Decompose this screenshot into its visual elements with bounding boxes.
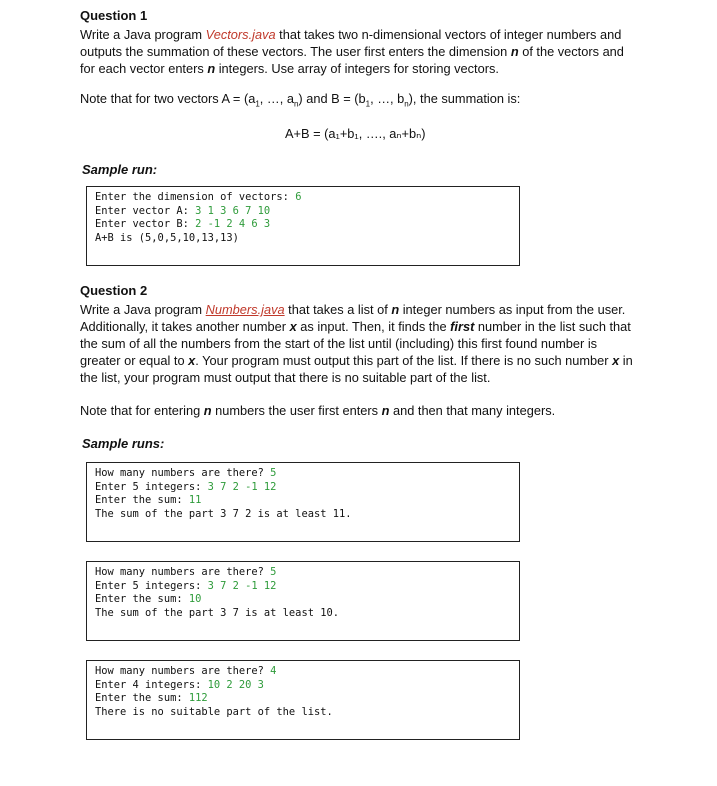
console-line: How many numbers are there? 4 <box>95 665 277 677</box>
console-line: Enter the sum: 112 <box>95 692 208 704</box>
question-1-title: Question 1 <box>80 8 148 23</box>
q2-sample-run-box-2 <box>86 561 520 641</box>
console-line: Enter 5 integers: 3 7 2 -1 12 <box>95 480 277 493</box>
question-1-section <box>80 8 640 113</box>
console-line: Enter vector B: 2 -1 2 4 6 3 <box>95 218 271 230</box>
q2-sample-run-box-3 <box>86 660 520 740</box>
q2-sample-runs-label: Sample runs: <box>82 436 165 451</box>
console-line: Enter 5 integers: 3 7 2 -1 12 <box>95 579 277 592</box>
question-1-description: Write a Java program Vectors.java that takes two n-dimensional vectors of integer numbers and outputs the summation of these vectors. The user first enters the dimension n of the vectors and for each vector enters n integers. Use array of integers for storing vectors. <box>80 27 624 76</box>
console-line: A+B is (5,0,5,10,13,13) <box>95 231 239 244</box>
q1-sample-run-label: Sample run: <box>82 162 158 177</box>
question-2-description: Write a Java program Numbers.java that takes a list of n integer numbers as input from the user. Additionally, it takes another number x as input. Then, it finds the first number in the list such that the sum of all the numbers from the start of the list until (including) this first found number is greater or equal to x. Your program must output this part of the list. If there is no such number x in the list, your program must output that there is no suitable part of the list. <box>80 302 633 385</box>
vectors-java-filename: Vectors.java <box>205 27 276 42</box>
console-line: There is no suitable part of the list. <box>95 705 333 718</box>
question-2-note: Note that for entering n numbers the user first enters n and then that many integers. <box>80 403 556 418</box>
console-line: The sum of the part 3 7 2 is at least 11. <box>95 507 352 520</box>
console-line: Enter 4 integers: 10 2 20 3 <box>95 678 264 691</box>
console-line: Enter the dimension of vectors: 6 <box>95 191 302 203</box>
console-line: How many numbers are there? 5 <box>95 566 277 578</box>
console-line: Enter vector A: 3 1 3 6 7 10 <box>95 204 271 217</box>
question-2-section <box>80 283 640 419</box>
question-1-note: Note that for two vectors $A = (a_1$, …, $a_n$) and $B = (b_1$, …, $b_n$), the summation is: <box>80 91 521 109</box>
console-line: Enter the sum: 10 <box>95 593 202 605</box>
q2-sample-run-box-1 <box>86 462 520 542</box>
console-line: The sum of the part 3 7 is at least 10. <box>95 606 339 619</box>
summation-formula: A+B = (a₁+b₁, …., aₙ+bₙ) <box>285 126 426 141</box>
console-line: How many numbers are there? 5 <box>95 467 277 479</box>
q1-sample-run-box <box>86 186 520 266</box>
console-line: Enter the sum: 11 <box>95 494 202 506</box>
numbers-java-filename: Numbers.java <box>205 302 285 317</box>
question-2-title: Question 2 <box>80 283 148 298</box>
